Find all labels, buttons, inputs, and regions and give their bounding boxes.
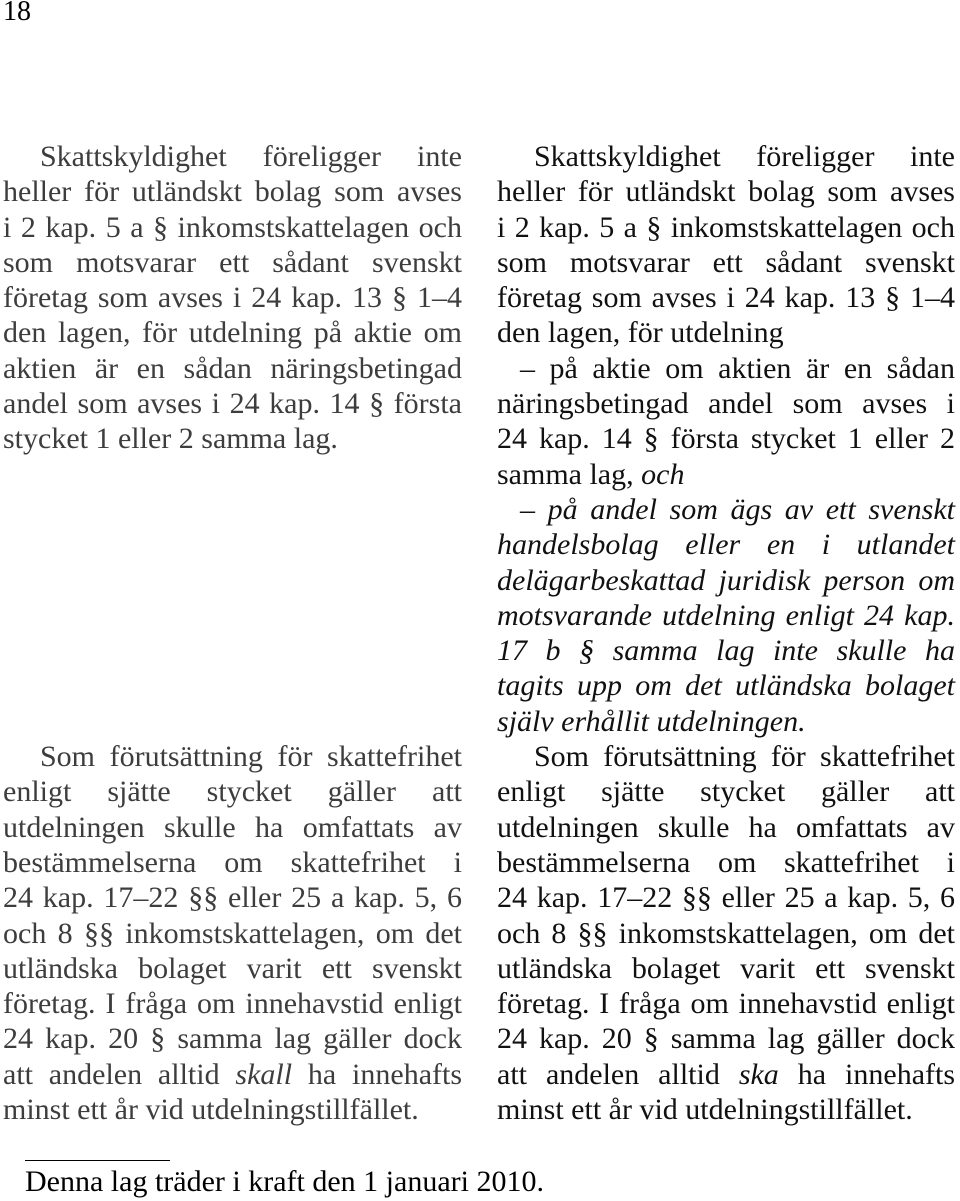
text-line: den lagen, för utdelning på aktie om [3,316,462,350]
text-line: i 2 kap. 5 a § inkomstskattelagen och [3,210,462,244]
text-line: – på andel som ägs av ett svenskt [520,492,955,526]
right-column-paragraph-1 [497,139,955,351]
page-number: 18 [3,0,31,27]
text-line: Som förutsättning för skattefrihet [40,740,462,774]
text-line: företag som avses i 24 kap. 13 § 1–4 [497,281,955,315]
text-segment: att andelen alltid [497,1057,739,1091]
left-column-paragraph-2 [3,739,462,1127]
text-line [3,1057,462,1092]
text-line: företag. I fråga om innehavstid enligt [3,987,462,1021]
text-line [497,1057,955,1092]
text-line: utdelningen skulle ha omfattats av [497,810,955,844]
text-line [497,457,955,492]
text-line: i 2 kap. 5 a § inkomstskattelagen och [497,210,955,244]
text-line: Skattskyldighet föreligger inte [534,140,955,173]
text-line: stycket 1 eller 2 samma lag. [3,422,338,456]
text-line: den lagen, för utdelning [497,316,784,350]
text-segment: ha innehafts [778,1057,956,1091]
text-line: 24 kap. 20 § samma lag gäller dock [3,1022,462,1056]
text-line: utdelningen skulle ha omfattats av [3,810,462,844]
emphasized-word: ska [738,1057,779,1091]
text-line: som motsvarar ett sådant svenskt [3,245,462,279]
right-column-paragraph-2 [497,739,955,1127]
text-line: utländska bolaget varit ett svenskt [497,951,955,985]
text-line: enligt sjätte stycket gäller att [497,775,955,809]
text-line: tagits upp om det utländska bolaget [497,669,955,703]
text-line: bestämmelserna om skattefrihet i [3,845,462,879]
text-line: näringsbetingad andel som avses i [497,387,955,421]
text-line: och 8 §§ inkomstskattelagen, om det [3,916,462,950]
text-line: Som förutsättning för skattefrihet [534,740,955,774]
text-line: aktien är en sådan näringsbetingad [3,351,462,385]
text-line: motsvarande utdelning enligt 24 kap. [497,598,955,632]
text-line: 24 kap. 14 § första stycket 1 eller 2 [497,422,955,456]
text-line: 24 kap. 20 § samma lag gäller dock [497,1022,955,1056]
text-line: som motsvarar ett sådant svenskt [497,245,955,279]
text-line: företag. I fråga om innehavstid enligt [497,987,955,1021]
text-line: heller för utländskt bolag som avses [497,175,955,209]
text-line: 24 kap. 17–22 §§ eller 25 a kap. 5, 6 [3,881,462,915]
text-line: 24 kap. 17–22 §§ eller 25 a kap. 5, 6 [497,881,955,915]
emphasized-word: skall [235,1057,293,1091]
text-line: heller för utländskt bolag som avses [3,175,462,209]
text-line: utländska bolaget varit ett svenskt [3,951,462,985]
text-line: delägarbeskattad juridisk person om [497,563,955,597]
left-column-paragraph-1 [3,139,462,457]
text-line: företag som avses i 24 kap. 13 § 1–4 [3,281,462,315]
footnote: Denna lag träder i kraft den 1 januari 2010. [25,1165,544,1198]
text-line: och 8 §§ inkomstskattelagen, om det [497,916,955,950]
right-column-list-item-2 [497,492,955,739]
right-column [497,139,955,1127]
text-line: enligt sjätte stycket gäller att [3,775,462,809]
text-line: handelsbolag eller en i utlandet [497,528,955,562]
text-segment: samma lag, [497,457,642,491]
text-line: minst ett år vid utdelningstillfället. [497,1093,913,1127]
footnote-rule [25,1160,170,1161]
text-segment: att andelen alltid [3,1057,236,1091]
text-segment: ha innehafts [292,1057,463,1091]
text-line: andel som avses i 24 kap. 14 § första [3,387,462,421]
text-line: Skattskyldighet föreligger inte [40,140,462,173]
text-line: 17 b § samma lag inte skulle ha [497,634,955,668]
emphasized-word: och [641,457,685,491]
right-column-list-item-1 [497,351,955,492]
text-line: själv erhållit utdelningen. [497,704,806,738]
text-line: – på aktie om aktien är en sådan [520,351,955,385]
text-line: bestämmelserna om skattefrihet i [497,845,955,879]
text-line: minst ett år vid utdelningstillfället. [3,1093,419,1127]
